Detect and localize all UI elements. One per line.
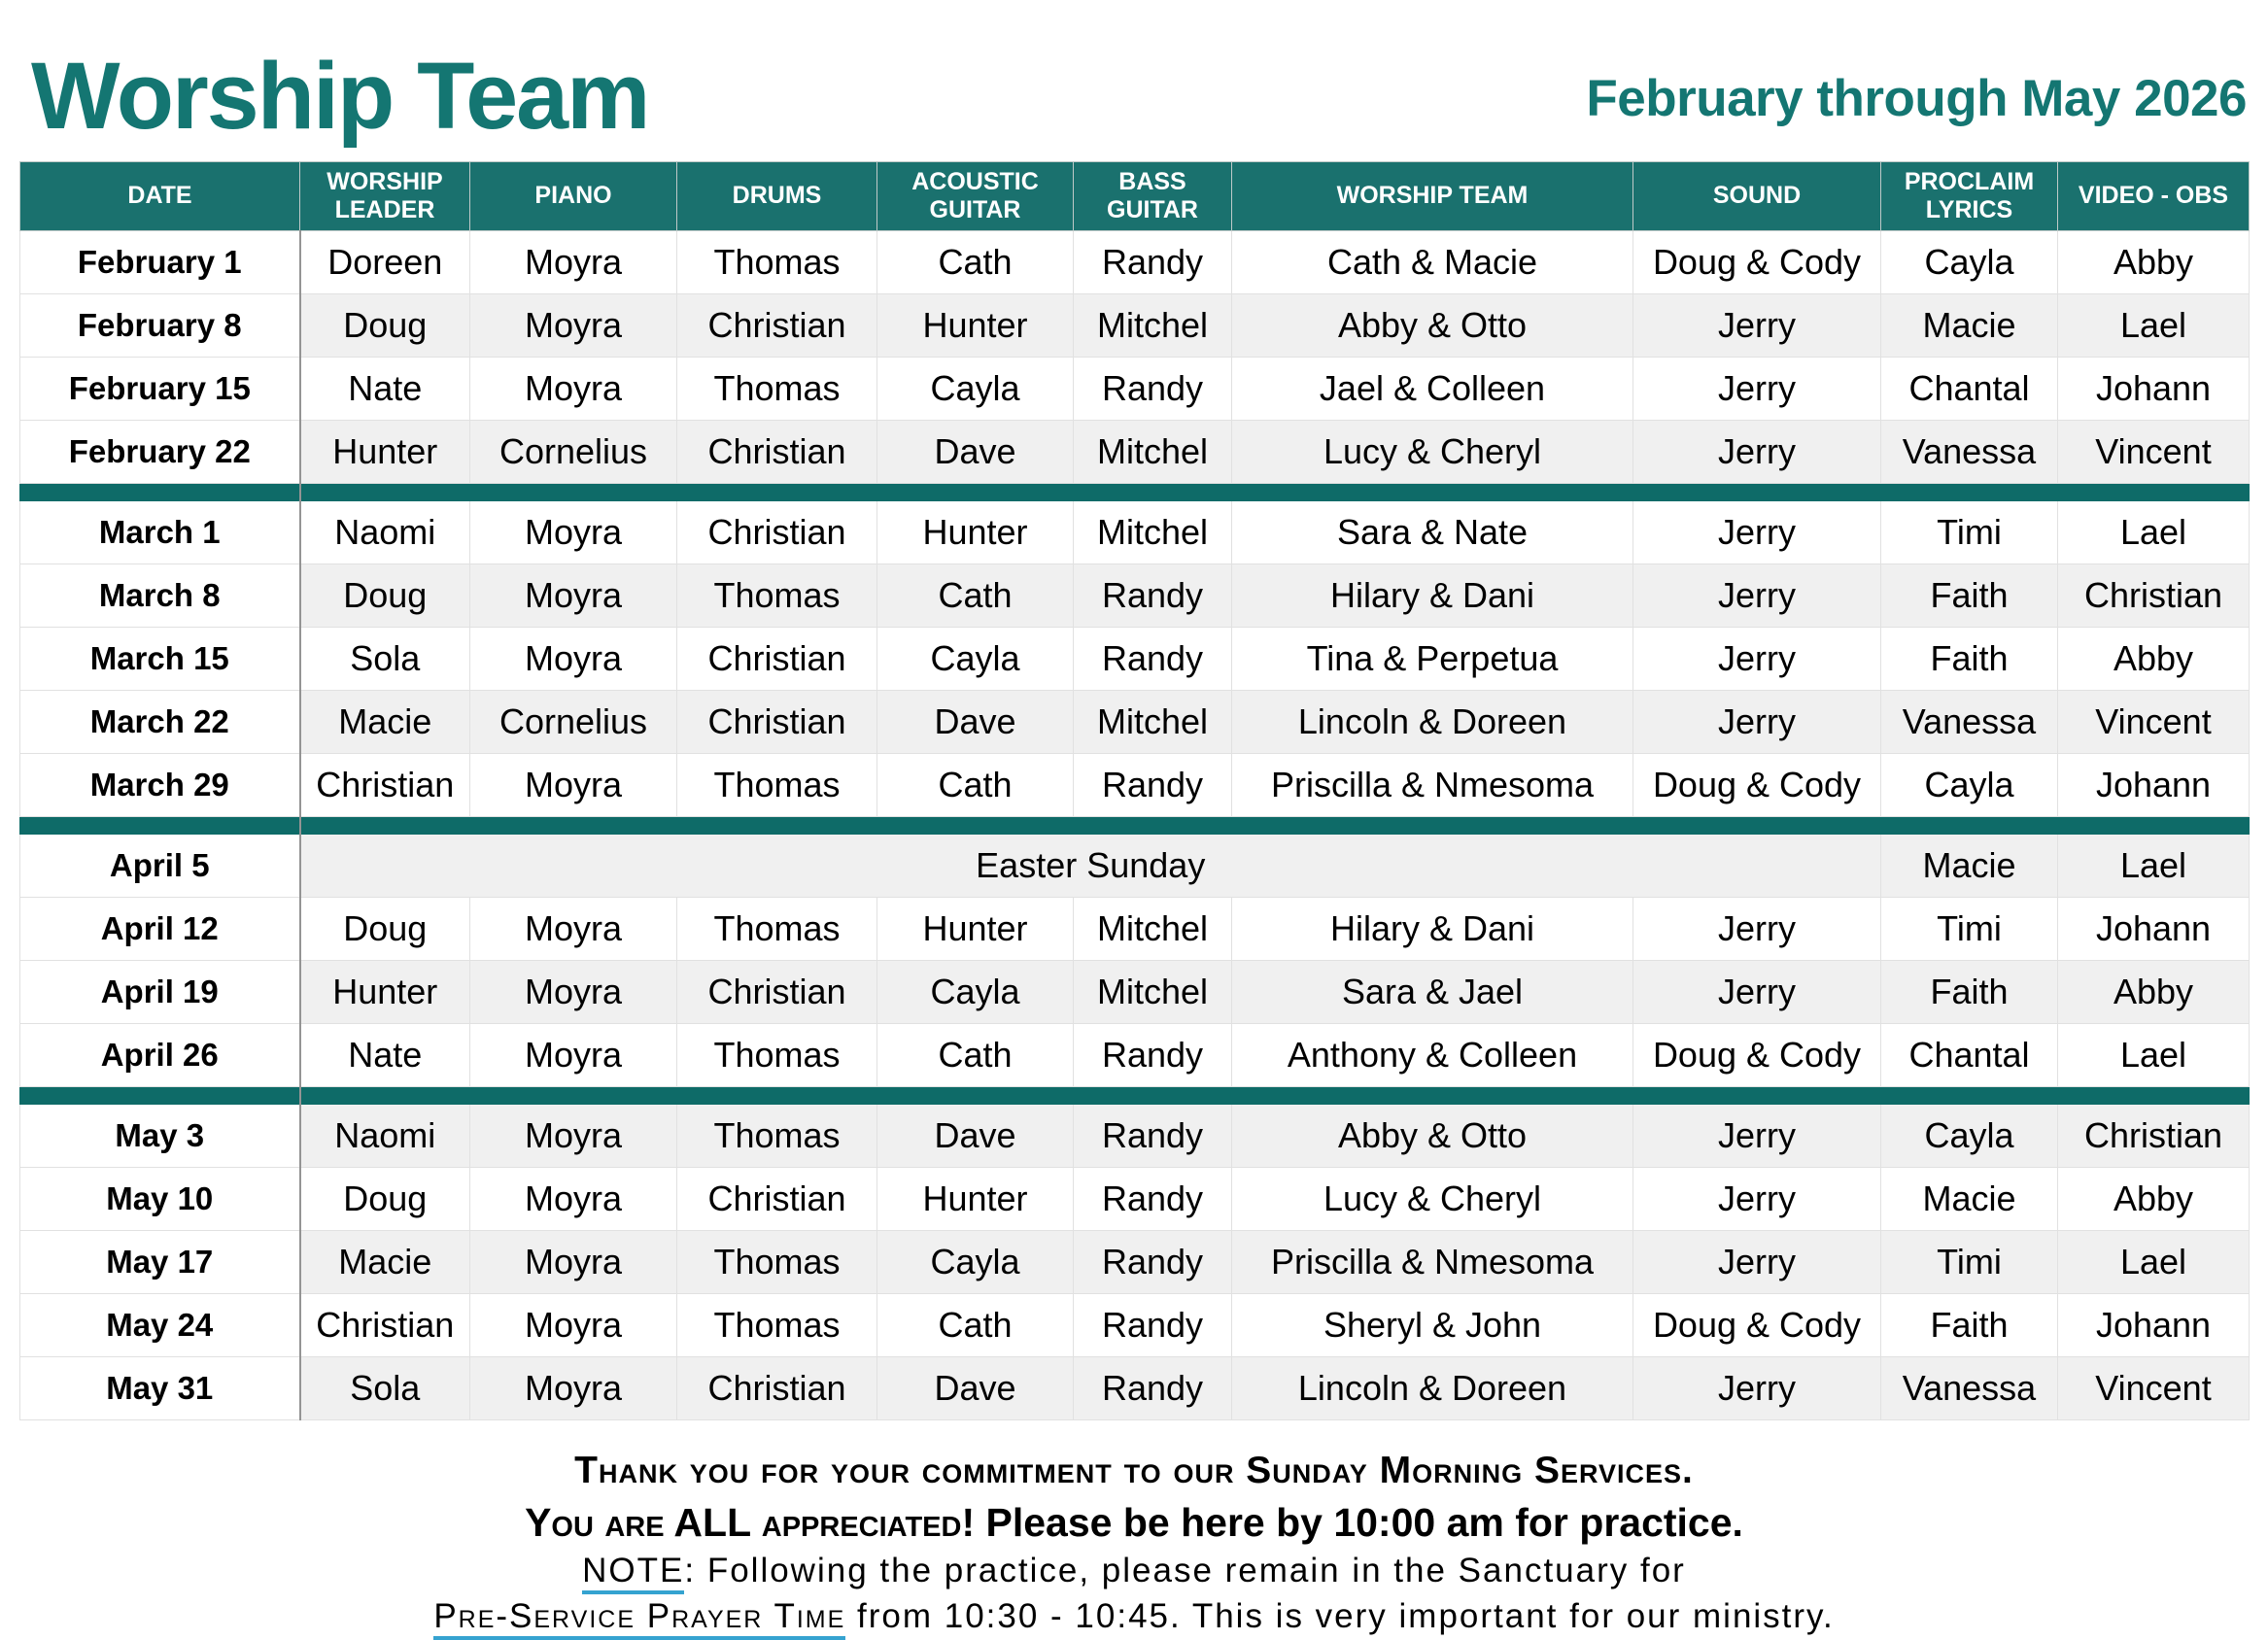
cell-worship-leader: Sola xyxy=(300,1357,470,1420)
cell-worship-leader: Christian xyxy=(300,754,470,817)
cell-proclaim-lyrics: Macie xyxy=(1881,1168,2058,1231)
date-cell: March 1 xyxy=(20,501,300,564)
date-cell: February 8 xyxy=(20,294,300,358)
cell-video-obs: Johann xyxy=(2058,358,2250,421)
cell-piano: Moyra xyxy=(470,1231,677,1294)
cell-bass-guitar: Randy xyxy=(1074,1231,1232,1294)
cell-worship-team: Priscilla & Nmesoma xyxy=(1232,754,1633,817)
note-text: : Following the practice, please remain in the Sanctuary for xyxy=(684,1552,1686,1590)
cell-proclaim-lyrics: Faith xyxy=(1881,961,2058,1024)
cell-bass-guitar: Mitchel xyxy=(1074,294,1232,358)
cell-video-obs: Johann xyxy=(2058,1294,2250,1357)
merged-event-cell: Easter Sunday xyxy=(300,835,1881,898)
cell-piano: Moyra xyxy=(470,1168,677,1231)
cell-sound: Jerry xyxy=(1633,628,1881,691)
cell-drums: Christian xyxy=(677,501,877,564)
cell-proclaim-lyrics: Timi xyxy=(1881,501,2058,564)
cell-proclaim-lyrics: Vanessa xyxy=(1881,421,2058,484)
cell-worship-leader: Hunter xyxy=(300,961,470,1024)
cell-video-obs: Lael xyxy=(2058,294,2250,358)
date-range-subtitle: February through May 2026 xyxy=(1586,70,2247,127)
cell-video-obs: Abby xyxy=(2058,628,2250,691)
cell-video-obs: Vincent xyxy=(2058,691,2250,754)
cell-sound: Jerry xyxy=(1633,691,1881,754)
cell-piano: Moyra xyxy=(470,501,677,564)
cell-drums: Thomas xyxy=(677,1024,877,1087)
cell-video-obs: Christian xyxy=(2058,1105,2250,1168)
cell-sound: Jerry xyxy=(1633,898,1881,961)
cell-worship-team: Tina & Perpetua xyxy=(1232,628,1633,691)
cell-worship-team: Lincoln & Doreen xyxy=(1232,1357,1633,1420)
cell-worship-leader: Nate xyxy=(300,358,470,421)
cell-piano: Cornelius xyxy=(470,691,677,754)
cell-acoustic-guitar: Dave xyxy=(877,1357,1074,1420)
cell-piano: Moyra xyxy=(470,358,677,421)
cell-acoustic-guitar: Cayla xyxy=(877,628,1074,691)
cell-proclaim-lyrics: Faith xyxy=(1881,628,2058,691)
cell-acoustic-guitar: Dave xyxy=(877,1105,1074,1168)
cell-acoustic-guitar: Hunter xyxy=(877,1168,1074,1231)
schedule-row xyxy=(20,1231,2250,1294)
cell-sound: Jerry xyxy=(1633,1357,1881,1420)
cell-video-obs: Lael xyxy=(2058,1231,2250,1294)
cell-piano: Moyra xyxy=(470,1105,677,1168)
cell-drums: Christian xyxy=(677,628,877,691)
date-cell: May 31 xyxy=(20,1357,300,1420)
header-video-obs: VIDEO - OBS xyxy=(2058,162,2250,231)
header-piano: PIANO xyxy=(470,162,677,231)
cell-bass-guitar: Randy xyxy=(1074,1168,1232,1231)
cell-piano: Moyra xyxy=(470,231,677,294)
cell-proclaim-lyrics: Cayla xyxy=(1881,231,2058,294)
cell-piano: Moyra xyxy=(470,754,677,817)
date-cell: February 1 xyxy=(20,231,300,294)
cell-sound: Jerry xyxy=(1633,961,1881,1024)
cell-worship-leader: Doreen xyxy=(300,231,470,294)
month-separator-bar xyxy=(20,484,300,501)
cell-drums: Christian xyxy=(677,1168,877,1231)
cell-acoustic-guitar: Cayla xyxy=(877,358,1074,421)
cell-bass-guitar: Randy xyxy=(1074,1357,1232,1420)
cell-piano: Moyra xyxy=(470,1024,677,1087)
cell-drums: Christian xyxy=(677,1357,877,1420)
cell-drums: Thomas xyxy=(677,1105,877,1168)
cell-bass-guitar: Mitchel xyxy=(1074,501,1232,564)
schedule-row xyxy=(20,628,2250,691)
footer-prayer-line xyxy=(0,1594,2268,1640)
cell-bass-guitar: Randy xyxy=(1074,231,1232,294)
cell-proclaim-lyrics: Macie xyxy=(1881,835,2058,898)
schedule-row xyxy=(20,421,2250,484)
month-separator-bar xyxy=(300,817,2250,835)
header-row xyxy=(20,162,2250,231)
cell-worship-leader: Nate xyxy=(300,1024,470,1087)
cell-worship-leader: Doug xyxy=(300,294,470,358)
cell-acoustic-guitar: Hunter xyxy=(877,501,1074,564)
schedule-row xyxy=(20,294,2250,358)
schedule-row xyxy=(20,564,2250,628)
schedule-row xyxy=(20,1294,2250,1357)
month-separator xyxy=(20,817,2250,835)
date-cell: February 22 xyxy=(20,421,300,484)
cell-worship-team: Sheryl & John xyxy=(1232,1294,1633,1357)
header-date: DATE xyxy=(20,162,300,231)
cell-acoustic-guitar: Hunter xyxy=(877,898,1074,961)
footer-thanks-line: Thank you for your commitment to our Sunday Morning Services. xyxy=(574,1450,1694,1491)
date-cell: May 3 xyxy=(20,1105,300,1168)
month-separator-bar xyxy=(20,817,300,835)
date-cell: March 22 xyxy=(20,691,300,754)
cell-worship-leader: Doug xyxy=(300,898,470,961)
cell-sound: Doug & Cody xyxy=(1633,231,1881,294)
cell-worship-team: Hilary & Dani xyxy=(1232,564,1633,628)
cell-worship-team: Lucy & Cheryl xyxy=(1232,1168,1633,1231)
schedule-row xyxy=(20,835,2250,898)
cell-drums: Christian xyxy=(677,294,877,358)
cell-piano: Moyra xyxy=(470,564,677,628)
cell-video-obs: Johann xyxy=(2058,754,2250,817)
cell-video-obs: Vincent xyxy=(2058,1357,2250,1420)
cell-sound: Jerry xyxy=(1633,421,1881,484)
cell-acoustic-guitar: Cath xyxy=(877,754,1074,817)
cell-video-obs: Lael xyxy=(2058,835,2250,898)
cell-sound: Jerry xyxy=(1633,294,1881,358)
month-separator-bar xyxy=(300,484,2250,501)
cell-bass-guitar: Mitchel xyxy=(1074,691,1232,754)
schedule-row xyxy=(20,358,2250,421)
cell-acoustic-guitar: Cath xyxy=(877,564,1074,628)
cell-sound: Jerry xyxy=(1633,1168,1881,1231)
schedule-row xyxy=(20,898,2250,961)
cell-drums: Christian xyxy=(677,961,877,1024)
schedule-row xyxy=(20,1105,2250,1168)
cell-proclaim-lyrics: Cayla xyxy=(1881,754,2058,817)
header-worship-leader: WORSHIP LEADER xyxy=(300,162,470,231)
cell-drums: Thomas xyxy=(677,564,877,628)
schedule-row xyxy=(20,691,2250,754)
cell-drums: Christian xyxy=(677,691,877,754)
date-cell: April 5 xyxy=(20,835,300,898)
cell-sound: Doug & Cody xyxy=(1633,1024,1881,1087)
cell-worship-team: Sara & Nate xyxy=(1232,501,1633,564)
cell-piano: Moyra xyxy=(470,898,677,961)
cell-video-obs: Abby xyxy=(2058,1168,2250,1231)
cell-acoustic-guitar: Cath xyxy=(877,1294,1074,1357)
cell-sound: Jerry xyxy=(1633,358,1881,421)
header-proclaim-lyrics: PROCLAIM LYRICS xyxy=(1881,162,2058,231)
footer-practice-text: Please be here by 10:00 am for practice. xyxy=(975,1499,1743,1545)
cell-drums: Thomas xyxy=(677,754,877,817)
footer-note-line xyxy=(0,1549,2268,1594)
header-worship-team: WORSHIP TEAM xyxy=(1232,162,1633,231)
cell-piano: Cornelius xyxy=(470,421,677,484)
cell-proclaim-lyrics: Vanessa xyxy=(1881,691,2058,754)
cell-video-obs: Johann xyxy=(2058,898,2250,961)
schedule-table xyxy=(19,161,2250,1420)
cell-worship-team: Sara & Jael xyxy=(1232,961,1633,1024)
cell-bass-guitar: Randy xyxy=(1074,1105,1232,1168)
schedule-row xyxy=(20,754,2250,817)
prayer-time-label: Pre-Service Prayer Time xyxy=(433,1597,845,1640)
cell-acoustic-guitar: Dave xyxy=(877,421,1074,484)
schedule-row xyxy=(20,501,2250,564)
cell-proclaim-lyrics: Macie xyxy=(1881,294,2058,358)
cell-proclaim-lyrics: Chantal xyxy=(1881,358,2058,421)
cell-acoustic-guitar: Cayla xyxy=(877,961,1074,1024)
cell-worship-team: Hilary & Dani xyxy=(1232,898,1633,961)
date-cell: April 26 xyxy=(20,1024,300,1087)
cell-proclaim-lyrics: Cayla xyxy=(1881,1105,2058,1168)
cell-worship-leader: Doug xyxy=(300,564,470,628)
cell-bass-guitar: Mitchel xyxy=(1074,421,1232,484)
cell-video-obs: Christian xyxy=(2058,564,2250,628)
cell-worship-leader: Hunter xyxy=(300,421,470,484)
cell-piano: Moyra xyxy=(470,1357,677,1420)
footer-appreciated-line xyxy=(0,1496,2268,1550)
cell-bass-guitar: Randy xyxy=(1074,564,1232,628)
cell-acoustic-guitar: Cayla xyxy=(877,1231,1074,1294)
cell-drums: Thomas xyxy=(677,231,877,294)
cell-proclaim-lyrics: Timi xyxy=(1881,1231,2058,1294)
cell-drums: Thomas xyxy=(677,1231,877,1294)
cell-worship-team: Abby & Otto xyxy=(1232,1105,1633,1168)
schedule-row xyxy=(20,1357,2250,1420)
cell-video-obs: Abby xyxy=(2058,961,2250,1024)
cell-worship-team: Abby & Otto xyxy=(1232,294,1633,358)
cell-worship-leader: Sola xyxy=(300,628,470,691)
note-label: NOTE xyxy=(582,1552,684,1594)
cell-sound: Doug & Cody xyxy=(1633,1294,1881,1357)
cell-sound: Jerry xyxy=(1633,1105,1881,1168)
cell-drums: Thomas xyxy=(677,898,877,961)
schedule-row xyxy=(20,231,2250,294)
header-acoustic-guitar: ACOUSTIC GUITAR xyxy=(877,162,1074,231)
month-separator xyxy=(20,1087,2250,1105)
schedule-row xyxy=(20,1024,2250,1087)
cell-acoustic-guitar: Dave xyxy=(877,691,1074,754)
cell-sound: Jerry xyxy=(1633,1231,1881,1294)
date-cell: March 8 xyxy=(20,564,300,628)
date-cell: February 15 xyxy=(20,358,300,421)
cell-worship-leader: Macie xyxy=(300,691,470,754)
cell-worship-leader: Naomi xyxy=(300,1105,470,1168)
cell-acoustic-guitar: Cath xyxy=(877,1024,1074,1087)
cell-drums: Christian xyxy=(677,421,877,484)
cell-piano: Moyra xyxy=(470,1294,677,1357)
cell-sound: Doug & Cody xyxy=(1633,754,1881,817)
date-cell: March 29 xyxy=(20,754,300,817)
prayer-time-text: from 10:30 - 10:45. This is very important for our ministry. xyxy=(845,1596,1835,1635)
month-separator-bar xyxy=(300,1087,2250,1105)
schedule-row xyxy=(20,961,2250,1024)
cell-video-obs: Vincent xyxy=(2058,421,2250,484)
cell-worship-team: Anthony & Colleen xyxy=(1232,1024,1633,1087)
cell-bass-guitar: Randy xyxy=(1074,1024,1232,1087)
cell-worship-team: Cath & Macie xyxy=(1232,231,1633,294)
cell-drums: Thomas xyxy=(677,1294,877,1357)
date-cell: May 17 xyxy=(20,1231,300,1294)
header-sound: SOUND xyxy=(1633,162,1881,231)
cell-sound: Jerry xyxy=(1633,564,1881,628)
header-drums: DRUMS xyxy=(677,162,877,231)
cell-video-obs: Lael xyxy=(2058,501,2250,564)
header-bass-guitar: BASS GUITAR xyxy=(1074,162,1232,231)
cell-acoustic-guitar: Cath xyxy=(877,231,1074,294)
cell-bass-guitar: Randy xyxy=(1074,1294,1232,1357)
cell-piano: Moyra xyxy=(470,294,677,358)
cell-worship-leader: Christian xyxy=(300,1294,470,1357)
month-separator-bar xyxy=(20,1087,300,1105)
cell-proclaim-lyrics: Timi xyxy=(1881,898,2058,961)
cell-bass-guitar: Randy xyxy=(1074,358,1232,421)
cell-video-obs: Lael xyxy=(2058,1024,2250,1087)
cell-worship-team: Priscilla & Nmesoma xyxy=(1232,1231,1633,1294)
schedule-row xyxy=(20,1168,2250,1231)
date-cell: March 15 xyxy=(20,628,300,691)
cell-sound: Jerry xyxy=(1633,501,1881,564)
date-cell: May 10 xyxy=(20,1168,300,1231)
cell-bass-guitar: Randy xyxy=(1074,628,1232,691)
cell-worship-leader: Macie xyxy=(300,1231,470,1294)
cell-proclaim-lyrics: Vanessa xyxy=(1881,1357,2058,1420)
cell-worship-leader: Naomi xyxy=(300,501,470,564)
date-cell: April 19 xyxy=(20,961,300,1024)
cell-drums: Thomas xyxy=(677,358,877,421)
cell-video-obs: Abby xyxy=(2058,231,2250,294)
cell-bass-guitar: Mitchel xyxy=(1074,898,1232,961)
cell-acoustic-guitar: Hunter xyxy=(877,294,1074,358)
month-separator xyxy=(20,484,2250,501)
cell-worship-team: Lincoln & Doreen xyxy=(1232,691,1633,754)
cell-piano: Moyra xyxy=(470,628,677,691)
page-footer xyxy=(0,1446,2268,1639)
cell-worship-team: Lucy & Cheryl xyxy=(1232,421,1633,484)
date-cell: May 24 xyxy=(20,1294,300,1357)
cell-worship-leader: Doug xyxy=(300,1168,470,1231)
page-title: Worship Team xyxy=(31,43,649,150)
page-header xyxy=(0,0,2268,148)
cell-proclaim-lyrics: Faith xyxy=(1881,1294,2058,1357)
cell-piano: Moyra xyxy=(470,961,677,1024)
date-cell: April 12 xyxy=(20,898,300,961)
cell-worship-team: Jael & Colleen xyxy=(1232,358,1633,421)
cell-proclaim-lyrics: Chantal xyxy=(1881,1024,2058,1087)
footer-appreciated-emphasis: You are ALL appreciated! xyxy=(525,1499,976,1545)
cell-bass-guitar: Mitchel xyxy=(1074,961,1232,1024)
cell-bass-guitar: Randy xyxy=(1074,754,1232,817)
cell-proclaim-lyrics: Faith xyxy=(1881,564,2058,628)
